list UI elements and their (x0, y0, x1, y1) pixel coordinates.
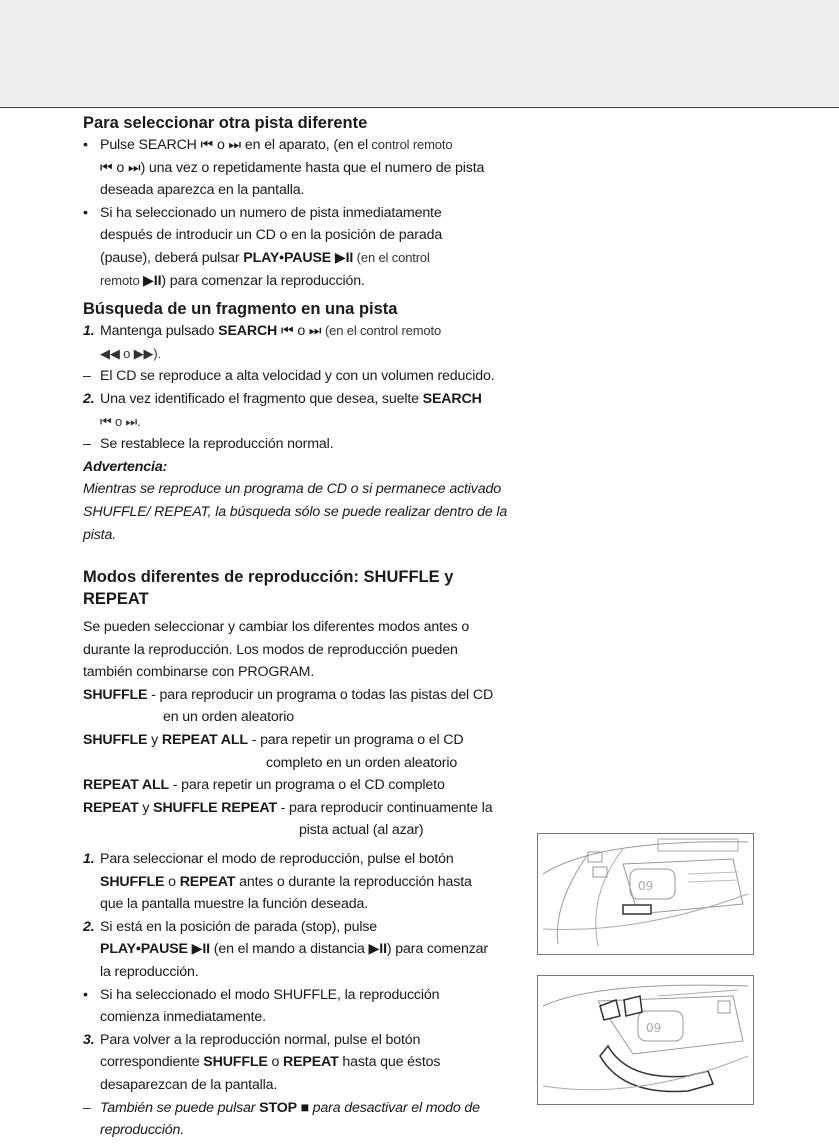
warning-title: Advertencia: (83, 458, 168, 475)
text-line: la reproducción. (100, 964, 199, 980)
cd-player-drawing (538, 834, 753, 954)
mode-shuffle-repeat-all-cont: completo en un orden aleatorio (266, 754, 458, 771)
mode-repeat-shuffle-repeat: REPEAT y SHUFFLE REPEAT - para reproducir continuamente la (83, 799, 493, 816)
text-line: (pause), deberá pulsar PLAY•PAUSE ▶II (en el control (100, 249, 430, 266)
step-number: 3. (83, 1031, 95, 1048)
page-content (83, 112, 533, 1142)
play-pause-icon: ▶II (143, 272, 162, 289)
list-item (83, 984, 533, 1029)
list-item (83, 134, 533, 202)
text-line: Si está en la posición de parada (stop), pulse (100, 918, 378, 935)
mode-repeat-shuffle-repeat-cont: pista actual (al azar) (299, 822, 424, 839)
device-illustration-shuffle (537, 833, 754, 955)
numbered-step (83, 1029, 533, 1097)
list-item (83, 202, 533, 292)
numbered-step (83, 320, 533, 365)
intro-text: Se pueden seleccionar y cambiar los diferentes modos antes o (83, 619, 470, 636)
text-line: remoto ▶II) para comenzar la reproducción. (100, 272, 365, 289)
intro-text: durante la reproducción. Los modos de reproducción pueden (83, 641, 458, 658)
svg-text:09: 09 (638, 879, 654, 893)
text-line: SHUFFLE o REPEAT antes o durante la reproducción hasta (100, 873, 472, 890)
text-line: comienza inmediatamente. (100, 1009, 266, 1026)
device-illustration-repeat (537, 975, 754, 1105)
numbered-step (83, 916, 533, 984)
text-line: ◀◀ o ▶▶). (100, 345, 162, 361)
text-line: PLAY•PAUSE ▶II (en el mando a distancia ▶II) para comenzar (100, 941, 488, 958)
dash: – (83, 368, 91, 385)
dash-item (83, 433, 533, 456)
text-line: Si ha seleccionado un numero de pista inmediatamente (100, 204, 442, 221)
text-line: ⏮ o ⏭. (100, 413, 141, 429)
section-title-select-track: Para seleccionar otra pista diferente (83, 114, 368, 132)
text-line: Se restablece la reproducción normal. (100, 436, 334, 453)
text-line: correspondiente SHUFFLE o REPEAT hasta que éstos (100, 1054, 441, 1071)
text-line: que la pantalla muestre la función deseada. (100, 896, 369, 913)
step-number: 2. (83, 918, 95, 935)
text-line: Una vez identificado el fragmento que desea, suelte SEARCH (100, 390, 482, 407)
numbered-step (83, 848, 533, 916)
svg-text:09: 09 (646, 1021, 662, 1035)
section-title-search: Búsqueda de un fragmento en una pista (83, 300, 398, 319)
dash: – (83, 1099, 91, 1116)
bullet: • (83, 986, 88, 1003)
warning-text: Mientras se reproduce un programa de CD o si permanece activado (83, 481, 501, 498)
mode-shuffle-cont: en un orden aleatorio (163, 709, 294, 726)
text-line: después de introducir un CD o en la posición de parada (100, 227, 443, 244)
header-band (0, 0, 839, 108)
text-line: reproducción. (100, 1122, 185, 1139)
section-title-modes: Modos diferentes de reproducción: SHUFFLE y (83, 568, 454, 587)
dash: – (83, 436, 91, 453)
text-line: Pulse SEARCH ⏮ o ⏭ en el aparato, (en el control remoto (100, 137, 453, 153)
warning-text: SHUFFLE/ REPEAT, la búsqueda sólo se puede realizar dentro de la (83, 503, 508, 520)
dash-item (83, 1097, 533, 1142)
mode-repeat-all: REPEAT ALL - para repetir un programa o el CD completo (83, 777, 445, 794)
step-number: 2. (83, 390, 95, 407)
numbered-step (83, 388, 533, 433)
step-number: 1. (83, 851, 95, 868)
intro-text: también combinarse con PROGRAM. (83, 664, 315, 681)
step-number: 1. (83, 323, 95, 340)
text-line: Para seleccionar el modo de reproducción, pulse el botón (100, 851, 454, 868)
text-line: ⏮ o ⏭) una vez o repetidamente hasta que el numero de pista (100, 159, 485, 176)
section-title-modes-cont: REPEAT (83, 590, 149, 609)
text-line: Mantenga pulsado SEARCH ⏮ o ⏭ (en el control remoto (100, 323, 442, 340)
text-line: Si ha seleccionado el modo SHUFFLE, la reproducción (100, 986, 440, 1003)
play-pause-icon: ▶II (368, 941, 387, 958)
skip-icons: ⏮ o ⏭ (100, 159, 141, 176)
mode-shuffle-repeat-all: SHUFFLE y REPEAT ALL - para repetir un programa o el CD (83, 732, 464, 749)
warning-text: pista. (83, 526, 117, 543)
bullet: • (83, 137, 88, 153)
text-line: El CD se reproduce a alta velocidad y con un volumen reducido. (100, 368, 495, 385)
cd-player-drawing (538, 976, 753, 1104)
skip-icons: ⏮ o ⏭ (196, 137, 242, 153)
text-line: Para volver a la reproducción normal, pulse el botón (100, 1031, 421, 1048)
text-line: deseada aparezca en la pantalla. (100, 182, 305, 199)
mode-shuffle: SHUFFLE - para reproducir un programa o todas las pistas del CD (83, 686, 494, 703)
bullet: • (83, 204, 88, 221)
skip-icons: ⏮ o ⏭ (277, 323, 322, 340)
text-line: desaparezcan de la pantalla. (100, 1076, 278, 1093)
dash-item (83, 365, 533, 388)
text-line: También se puede pulsar STOP ■ para desactivar el modo de (100, 1099, 480, 1116)
